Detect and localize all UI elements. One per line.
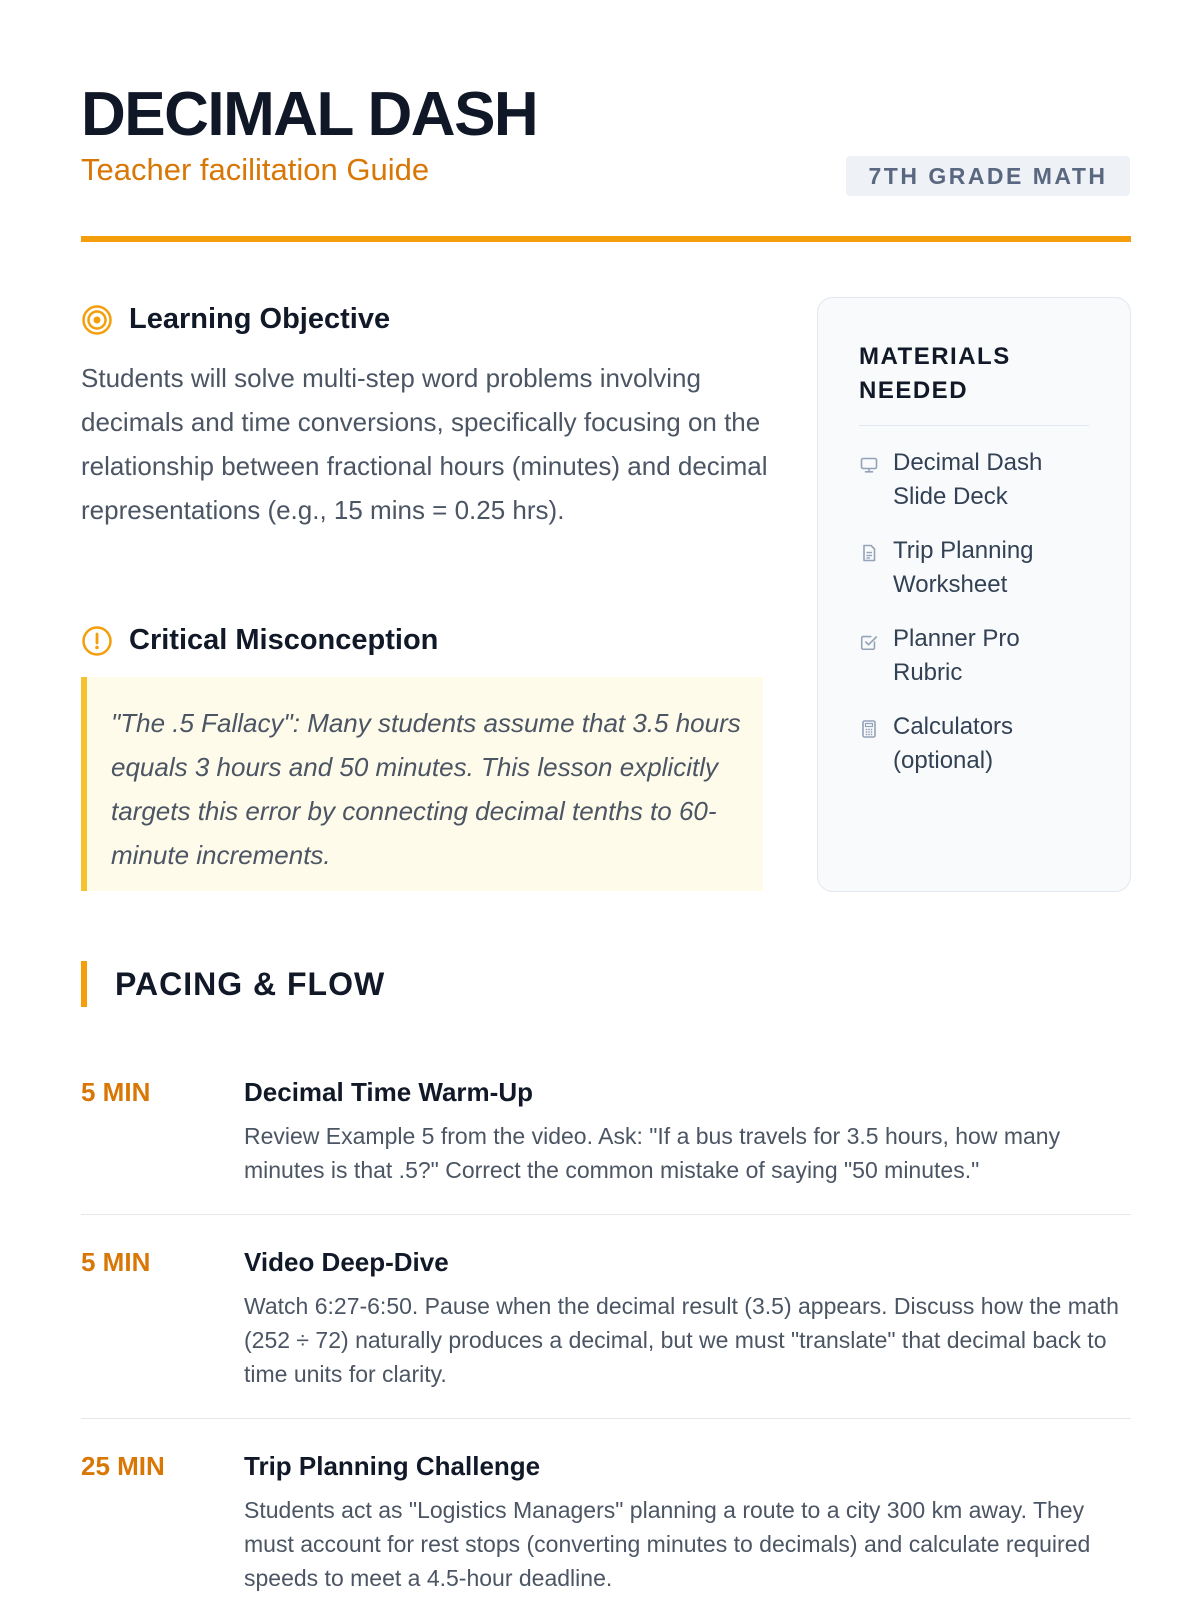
pacing-step-title: Trip Planning Challenge (244, 1451, 541, 1481)
material-label: Trip Planning Worksheet (893, 537, 1034, 598)
misconception-callout (81, 677, 763, 891)
document-icon (859, 543, 879, 563)
pacing-step-description: Students act as "Logistics Managers" planning a route to a city 300 km away. They must account for rest stops (converting minutes to decimals) and calculate required speeds to meet a 4.5-hour deadline. (244, 1497, 1091, 1591)
checkbox-icon (859, 631, 879, 651)
target-icon (81, 304, 113, 336)
materials-divider (859, 425, 1089, 426)
pacing-step-time: 5 MIN (81, 1077, 151, 1107)
material-label: Planner Pro Rubric (893, 625, 1020, 686)
misconception-heading (81, 624, 438, 657)
objective-heading-label: Learning Objective (129, 303, 391, 335)
materials-panel (817, 297, 1131, 892)
pacing-step-time: 25 MIN (81, 1451, 165, 1481)
monitor-icon (859, 455, 879, 475)
material-item (859, 446, 1089, 514)
page-title: DECIMAL DASH (81, 80, 538, 149)
pacing-step-title: Video Deep-Dive (244, 1247, 449, 1277)
material-label: Calculators (optional) (893, 713, 1014, 774)
material-item (859, 534, 1089, 602)
pacing-step-title: Decimal Time Warm-Up (244, 1077, 533, 1107)
materials-list (859, 446, 1089, 778)
page-subtitle: Teacher facilitation Guide (81, 152, 430, 187)
misconception-text: "The .5 Fallacy": Many students assume that 3.5 hours equals 3 hours and 50 minutes. This lesson explicitly targets this error by connecting decimal tenths to 60-minute increments. (111, 708, 741, 870)
objective-text: Students will solve multi-step word problems involving decimals and time conversions, specifically focusing on the relationship between fractional hours (minutes) and decimal representations (e.g., 15 mins = 0.25 hrs). (81, 363, 768, 525)
calculator-icon (859, 719, 879, 739)
header-divider (81, 236, 1131, 242)
materials-heading: MATERIALS NEEDED (859, 343, 1011, 404)
pacing-divider (81, 1214, 1131, 1215)
material-item (859, 710, 1089, 778)
pacing-step-description: Review Example 5 from the video. Ask: "If a bus travels for 3.5 hours, how many minutes is that .5?" Correct the common mistake of saying "50 minutes." (244, 1123, 1061, 1183)
material-label: Decimal Dash Slide Deck (893, 449, 1043, 510)
pacing-step-time: 5 MIN (81, 1247, 151, 1277)
pacing-divider (81, 1418, 1131, 1419)
alert-circle-icon (81, 625, 113, 657)
pacing-accent-bar (81, 961, 87, 1007)
objective-heading (81, 303, 390, 336)
pacing-heading: PACING & FLOW (115, 966, 386, 1002)
material-item (859, 622, 1089, 690)
pacing-step-description: Watch 6:27-6:50. Pause when the decimal result (3.5) appears. Discuss how the math (252 ÷ 72) naturally produces a decimal, but we must "translate" that decimal back to time units for clarity. (244, 1293, 1119, 1387)
misconception-heading-label: Critical Misconception (129, 624, 439, 656)
grade-badge: 7TH GRADE MATH (846, 156, 1130, 196)
